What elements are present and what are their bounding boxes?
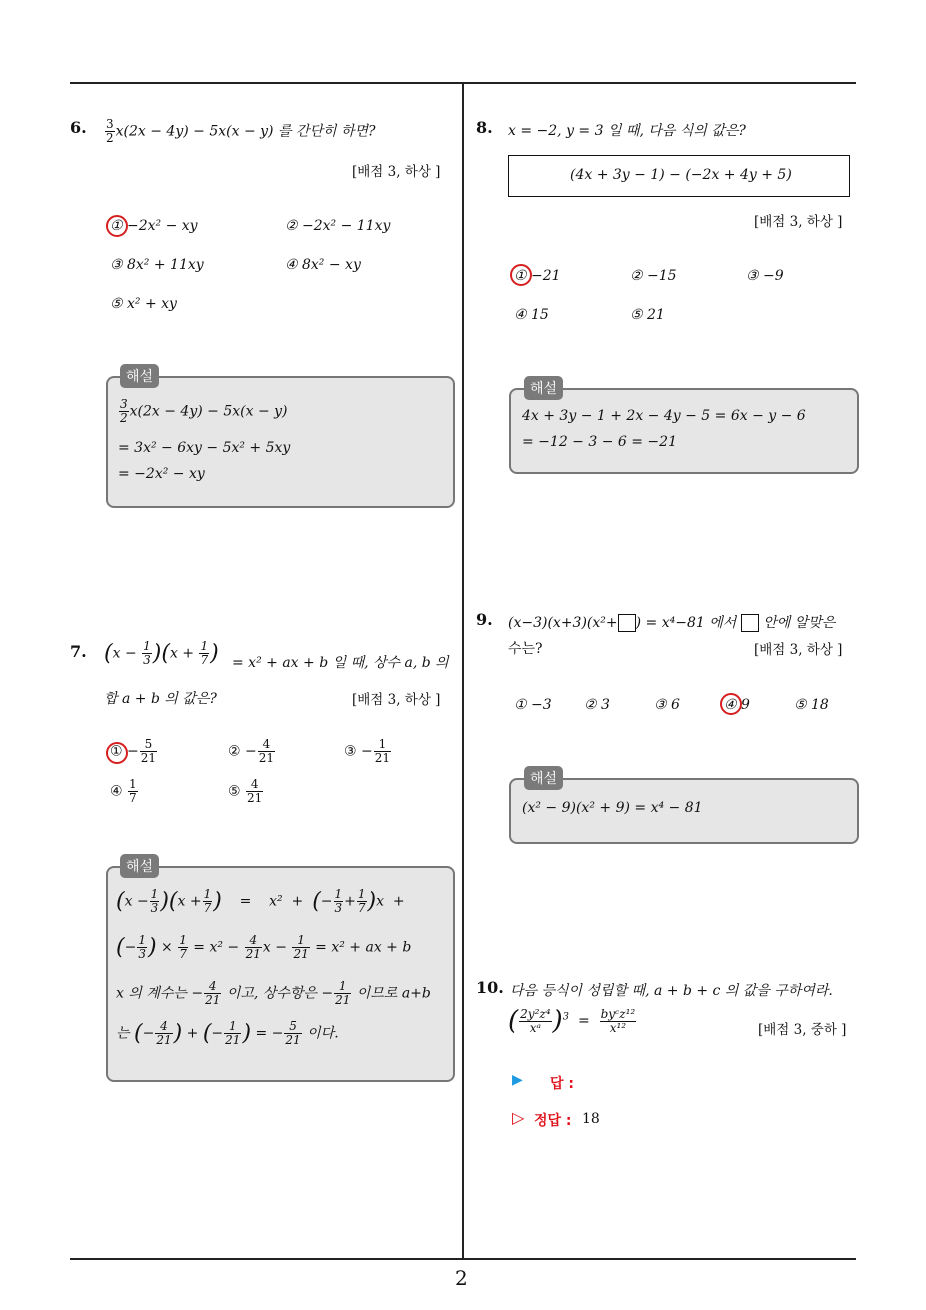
- q6-fraction: $\frac{3}{2}$: [106, 117, 114, 145]
- q10-correct-value: 18: [582, 1111, 600, 1127]
- q7-solution-tag: 해설: [120, 854, 159, 878]
- q6-solution-line-3: = −2x² − xy: [118, 466, 205, 482]
- q7-choice-5[interactable]: ⑤ $\frac{4}{21}$: [228, 777, 263, 805]
- q8-choice-5[interactable]: ⑤ 21: [630, 307, 665, 323]
- q9-number: 9.: [476, 610, 493, 629]
- q8-choice-2[interactable]: ② −15: [630, 268, 677, 284]
- q7-choice-2[interactable]: ② − $\frac{4}{21}$: [228, 737, 275, 765]
- q6-solution-line-1: $\frac{3}{2}$ x(2x − 4y) − 5x(x − y): [120, 397, 288, 425]
- answer-arrow-icon: ▶: [512, 1072, 523, 1088]
- q9-stem-1: (x−3)(x+3)(x²+ ) = x⁴−81 에서 안에 알맞은: [508, 615, 836, 631]
- q6-score: [배점 3, 하상 ]: [352, 164, 441, 180]
- q7-solution-line-4: 는 (− $\frac{4}{21}$ ) + (− $\frac{1}{21}$ ) = − $\frac{5}{21}$ 이다.: [116, 1019, 339, 1047]
- q8-score: [배점 3, 하상 ]: [754, 214, 843, 230]
- q8-solution-tag: 해설: [524, 376, 563, 400]
- q8-number: 8.: [476, 118, 493, 137]
- q9-choice-3[interactable]: ③ 6: [654, 697, 680, 713]
- q8-solution-line-2: = −12 − 3 − 6 = −21: [522, 434, 677, 450]
- q9-stem-2: 수는?: [508, 641, 543, 657]
- q9-choice-5[interactable]: ⑤ 18: [794, 697, 829, 713]
- q8-choice-3[interactable]: ③ −9: [746, 268, 784, 284]
- q9-choice-2[interactable]: ② 3: [584, 697, 610, 713]
- q7-number: 7.: [70, 642, 87, 661]
- q7-stem-2: 합 a + b 의 값은?: [104, 691, 217, 707]
- q6-number: 6.: [70, 118, 87, 137]
- q7-stem-1: = x² + ax + b 일 때, 상수 a, b 의: [232, 655, 449, 671]
- q6-choice-1[interactable]: ① −2x² − xy: [110, 218, 198, 234]
- q6-choice-5[interactable]: ⑤ x² + xy: [110, 296, 177, 312]
- q9-blank-box-ref: [741, 614, 759, 632]
- q10-score: [배점 3, 중하 ]: [758, 1022, 847, 1038]
- q7-expression: (x − $\frac{1}{3}$ )(x + $\frac{1}{7}$ ): [104, 639, 219, 667]
- q7-choice-3[interactable]: ③ − $\frac{1}{21}$: [344, 737, 391, 765]
- q6-solution-tag: 해설: [120, 364, 159, 388]
- q9-blank-box: [618, 614, 636, 632]
- q10-answer-label: 답 :: [550, 1076, 574, 1092]
- q8-stem: x = −2, y = 3 일 때, 다음 식의 값은?: [508, 123, 746, 139]
- q6-stem: $\frac{3}{2}$ x(2x − 4y) − 5x(x − y) 를 간단히 하면?: [106, 117, 376, 145]
- q7-solution-line-1: (x − $\frac{1}{3}$ )(x + $\frac{1}{7}$ ) = x² + (− $\frac{1}{3}$ + $\frac{1}{7}$ )x +: [116, 887, 405, 915]
- q8-solution-box: [509, 388, 859, 474]
- correct-arrow-icon: ▷: [512, 1108, 525, 1127]
- q6-choice-2[interactable]: ② −2x² − 11xy: [285, 218, 391, 234]
- q6-solution-line-2: = 3x² − 6xy − 5x² + 5xy: [118, 440, 291, 456]
- q10-correct-label: 정답 :: [534, 1113, 572, 1129]
- q8-choice-4[interactable]: ④ 15: [514, 307, 549, 323]
- q9-choice-1[interactable]: ① −3: [514, 697, 552, 713]
- q9-solution-tag: 해설: [524, 766, 563, 790]
- q7-solution-line-3: x 의 계수는 − $\frac{4}{21}$ 이고, 상수항은 − $\frac{1}{21}$ 이므로 a+b: [116, 979, 431, 1007]
- bottom-rule: [70, 1258, 856, 1260]
- q10-equation: ( $\frac{\text{2y²z⁴}}{\text{xᵃ}}$ )$^3$ = $\frac{\text{byᶜz¹²}}{\text{x¹²}}$: [508, 1006, 636, 1036]
- q7-choice-1[interactable]: ① − $\frac{5}{21}$: [110, 737, 157, 765]
- q8-solution-line-1: 4x + 3y − 1 + 2x − 4y − 5 = 6x − y − 6: [522, 408, 806, 424]
- q7-choice-4[interactable]: ④ $\frac{1}{7}$: [110, 777, 137, 805]
- q8-choice-1[interactable]: ① −21: [514, 268, 561, 284]
- column-divider: [462, 84, 464, 1260]
- q9-score: [배점 3, 하상 ]: [754, 642, 843, 658]
- q6-choice-4[interactable]: ④ 8x² − xy: [285, 257, 361, 273]
- q9-solution-line-1: (x² − 9)(x² + 9) = x⁴ − 81: [522, 800, 703, 816]
- q10-stem: 다음 등식이 성립할 때, a + b + c 의 값을 구하여라.: [510, 983, 833, 999]
- q7-solution-line-2: (− $\frac{1}{3}$ ) × $\frac{1}{7}$ = x² − $\frac{4}{21}$ x − $\frac{1}{21}$ = x² + ax + b: [116, 933, 412, 961]
- page-number: 2: [455, 1266, 468, 1290]
- q6-choice-3[interactable]: ③ 8x² + 11xy: [110, 257, 204, 273]
- q10-number: 10.: [476, 978, 504, 997]
- q7-score: [배점 3, 하상 ]: [352, 692, 441, 708]
- q8-expression: (4x + 3y − 1) − (−2x + 4y + 5): [570, 167, 792, 183]
- q9-choice-4[interactable]: ④ 9: [724, 697, 750, 713]
